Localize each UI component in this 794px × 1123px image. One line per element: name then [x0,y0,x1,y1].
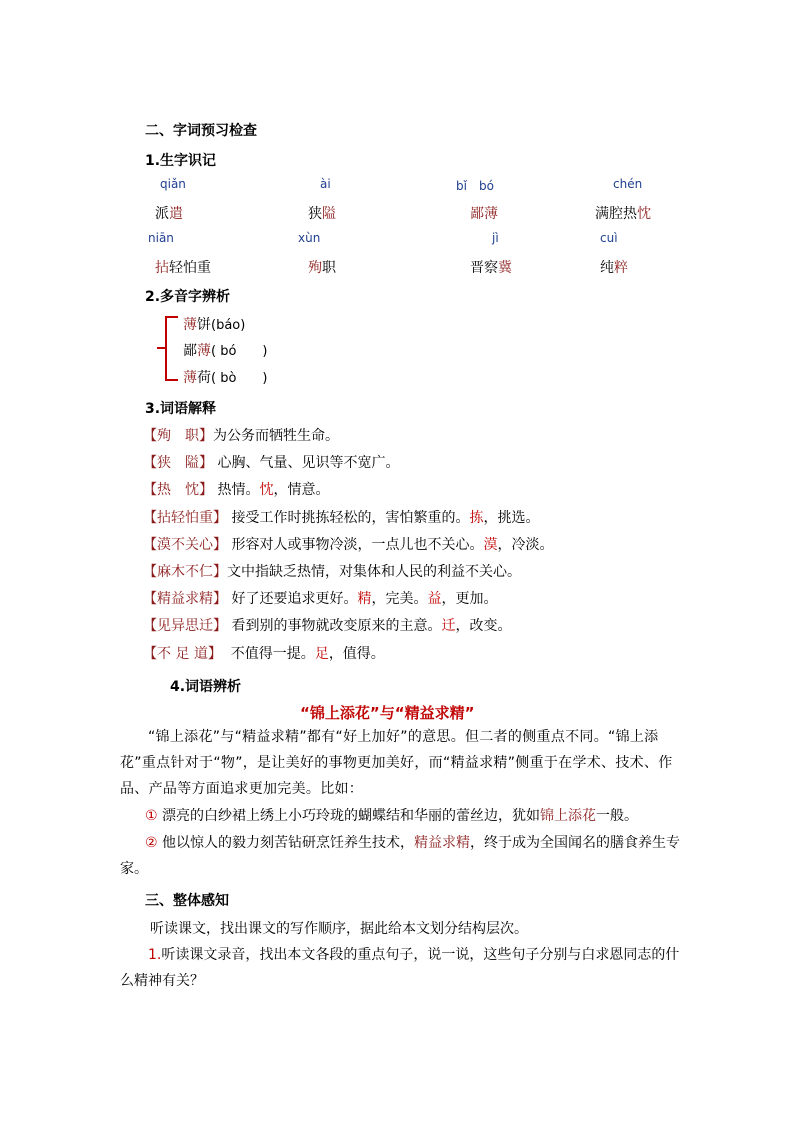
term-definition-part: 心胸、气量、见识等不宽广。 [213,455,400,472]
term-label: 【精益求精】 [143,591,227,608]
subsection-title-polyphones: 2.多音字辨析 [145,289,231,305]
pinyin-qian: qiǎn [160,177,186,191]
comparison-paragraph: “锦上添花”与“精益求精”都有“好上加好”的意思。但二者的侧重点不同。“锦上添花”重点针对于“物”，是让美好的事物更加美好，而“精益求精”侧重于在学术、技术、作品、产品等方面追求更加完美。比如： [120,729,673,797]
term-row [143,425,339,445]
pinyin-nian: niān [148,231,174,245]
term-definition-part: 精 [357,591,372,608]
term-row [143,479,329,499]
term-row [143,534,553,554]
subsection-title-new-characters: 1.生字识记 [145,153,217,169]
term-definition-part: 足 [314,645,329,662]
term-definition-part: ，完美。 [371,591,428,608]
term-definition-part: 迁 [441,618,456,635]
overall-instruction: 听读课文，找出课文的写作顺序，据此给本文划分结构层次。 [150,921,528,937]
word-xiaai: 狭隘 [308,206,336,222]
term-label: 【拈轻怕重】 [143,509,227,526]
section-title-overall: 三、整体感知 [145,893,229,909]
term-row [143,643,385,663]
subsection-title-word-explanation: 3.词语解释 [145,401,217,417]
term-definition-part: ，更加。 [441,591,498,608]
term-definition-part: 漠 [483,536,498,553]
term-label: 【热 忱】 [143,482,213,499]
word-jincharji: 晋察冀 [470,260,512,276]
term-row [143,588,497,608]
word-chuncui: 纯粹 [600,260,628,276]
term-definition-part: 忱 [259,482,274,499]
term-definition-part: 益 [427,591,442,608]
overall-question-1: 1.听读课文录音，找出本文各段的重点句子，说一说，这些句子分别与白求恩同志的什么精神有关？ [120,947,680,989]
term-definition-part: 为公务而牺牲生命。 [213,428,339,444]
subsection-title-word-comparison: 4.词语辨析 [170,679,242,695]
term-label: 【狭 隘】 [143,455,213,472]
term-label: 【漠不关心】 [143,536,227,553]
term-definition-part: 拣 [469,509,484,526]
pinyin-chen: chén [613,177,643,191]
term-definition-part: ，值得。 [328,645,385,662]
polyphone-baobing: 薄饼(báo) [183,317,246,333]
term-definition-part: ，情意。 [273,482,330,499]
pinyin-cui: cuì [600,231,618,245]
term-row [143,452,399,472]
term-definition-part: 热情。 [213,482,260,499]
word-paiqian: 派遣 [155,206,183,222]
term-definition-part: ，改变。 [455,618,512,635]
term-label: 【见异思迁】 [143,618,227,635]
word-xunzhi: 殉职 [308,260,336,276]
pinyin-ji: jì [492,231,499,245]
term-row [143,507,539,527]
pinyin-ai: ài [320,177,331,191]
term-definition-part: 看到别的事物就改变原来的主意。 [227,618,442,635]
example-2: ② 他以惊人的毅力刻苦钻研烹饪养生技术，精益求精，终于成为全国闻名的膳食养生专家。 [120,835,681,877]
polyphone-bohe: 薄荷( bò ) [183,370,268,386]
term-definition-part: ，挑选。 [483,509,540,526]
term-row [143,615,511,635]
term-definition-part: ，冷淡。 [497,536,554,553]
comparison-title: “锦上添花”与“精益求精” [300,704,475,722]
term-row [143,561,521,581]
section-title-vocab-check: 二、字词预习检查 [145,123,257,139]
pinyin-bibo: bǐ bó [456,179,494,193]
word-nianqingpazhong: 拈轻怕重 [155,260,211,276]
pinyin-xun: xùn [298,231,321,245]
term-definition-part: 好了还要追求更好。 [227,591,358,608]
term-definition-part: 接受工作时挑拣轻松的，害怕繁重的。 [227,509,470,526]
polyphone-bibo: 鄙薄( bó ) [183,343,268,359]
term-definition-part: 文中指缺乏热情，对集体和人民的利益不关心。 [227,564,521,580]
example-1: ① 漂亮的白纱裙上绣上小巧玲珑的蝴蝶结和华丽的蕾丝边，犹如锦上添花一般。 [145,808,639,824]
term-definition-part: 不值得一提。 [221,645,315,662]
term-definition-part: 形容对人或事物冷淡，一点儿也不关心。 [227,536,484,553]
word-manqiangrechen: 满腔热忱 [595,206,651,222]
term-label: 【不 足 道】 [143,645,222,662]
word-bibo: 鄙薄 [470,206,498,222]
term-label: 【殉 职】 [143,428,213,444]
term-label: 【麻木不仁】 [143,564,227,580]
